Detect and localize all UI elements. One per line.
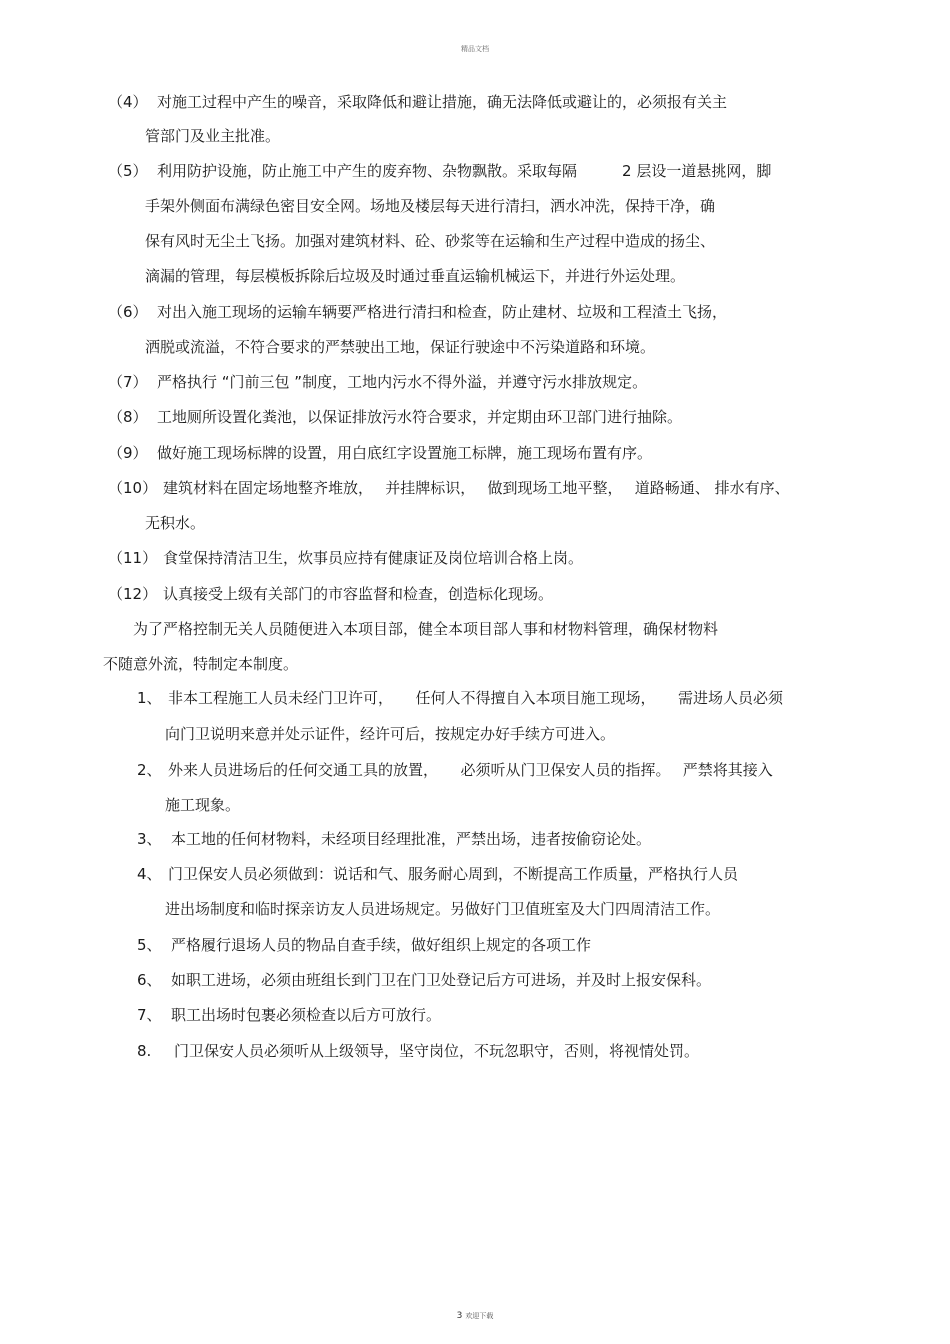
item-number: （4） [108,93,148,111]
item-number: （6） [108,303,148,321]
item-line: 无积水。 [145,514,206,532]
item-line: 保有风时无尘土飞扬。加强对建筑材料、砼、砂浆等在运输和生产过程中造成的扬尘、 [145,232,716,250]
item-number: （7） [108,373,148,391]
item-line: 建筑材料在固定场地整齐堆放， 并挂牌标识， 做到现场工地平整， 道路畅通、 排水有序、 [163,479,790,497]
page-number: 3 [456,1311,463,1321]
intro-line: 为了严格控制无关人员随便进入本项目部，健全本项目部人事和材物料管理，确保材物料 [133,620,719,638]
rule-line: 进出场制度和临时探亲访友人员进场规定。另做好门卫值班室及大门四周清洁工作。 [165,900,721,918]
rule-line: 严格履行退场人员的物品自查手续，做好组织上规定的各项工作 [171,936,592,954]
rule-number: 4、 [137,865,162,883]
page-header: 精品文档 [461,45,489,53]
item-line: 认真接受上级有关部门的市容监督和检查，创造标化现场。 [163,585,554,603]
page-footer [0,1311,950,1321]
item-line: 食堂保持清洁卫生，炊事员应持有健康证及岗位培训合格上岗。 [163,549,584,567]
item-line: 做好施工现场标牌的设置，用白底红字设置施工标牌，施工现场布置有序。 [157,444,653,462]
item-number: （8） [108,408,148,426]
rule-number: 7、 [137,1006,162,1024]
rule-line: 门卫保安人员必须听从上级领导，坚守岗位，不玩忽职守，否则，将视情处罚。 [174,1042,700,1060]
rule-number: 6、 [137,971,162,989]
item-line: 工地厕所设置化粪池，以保证排放污水符合要求，并定期由环卫部门进行抽除。 [157,408,683,426]
item-line: 管部门及业主批准。 [145,127,281,145]
rule-line: 非本工程施工人员未经门卫许可， 任何人不得擅自入本项目施工现场， 需进场人员必须 [168,689,784,707]
item-line: 洒脱或流溢，不符合要求的严禁驶出工地，保证行驶途中不污染道路和环境。 [145,338,656,356]
item-line: 对出入施工现场的运输车辆要严格进行清扫和检查，防止建材、垃圾和工程渣土飞扬， [157,303,728,321]
rule-line: 门卫保安人员必须做到：说话和气、服务耐心周到，不断提高工作质量，严格执行人员 [168,865,739,883]
rule-number: 2、 [137,761,162,779]
rule-line: 外来人员进场后的任何交通工具的放置， 必须听从门卫保安人员的指挥。 严禁将其接入 [168,761,773,779]
rule-line: 施工现象。 [165,796,241,814]
item-line: 利用防护设施，防止施工中产生的废弃物、杂物飘散。采取每隔 2 层设一道悬挑网，脚 [157,162,772,180]
rule-number: 8. [137,1042,152,1060]
rule-line: 如职工进场，必须由班组长到门卫在门卫处登记后方可进场，并及时上报安保科。 [171,971,712,989]
rule-line: 本工地的任何材物料，未经项目经理批准，严禁出场，违者按偷窃论处。 [171,830,652,848]
item-number: （12） [108,585,158,603]
item-number: （5） [108,162,148,180]
rule-line: 向门卫说明来意并处示证件，经许可后，按规定办好手续方可进入。 [165,725,616,743]
rule-line: 职工出场时包裹必须检查以后方可放行。 [171,1006,442,1024]
item-line: 滴漏的管理，每层模板拆除后垃圾及时通过垂直运输机械运下，并进行外运处理。 [145,267,686,285]
item-line: 对施工过程中产生的噪音，采取降低和避让措施，确无法降低或避让的，必须报有关主 [157,93,728,111]
item-number: （11） [108,549,158,567]
intro-line: 不随意外流，特制定本制度。 [103,655,299,673]
item-line: 手架外侧面布满绿色密目安全网。场地及楼层每天进行清扫，洒水冲洗，保持干净，确 [145,197,716,215]
footer-label: 欢迎下载 [465,1312,494,1320]
item-line: 严格执行 “门前三包 ”制度，工地内污水不得外溢，并遵守污水排放规定。 [157,373,648,391]
rule-number: 5、 [137,936,162,954]
item-number: （9） [108,444,148,462]
item-number: （10） [108,479,158,497]
rule-number: 1、 [137,689,162,707]
rule-number: 3、 [137,830,162,848]
